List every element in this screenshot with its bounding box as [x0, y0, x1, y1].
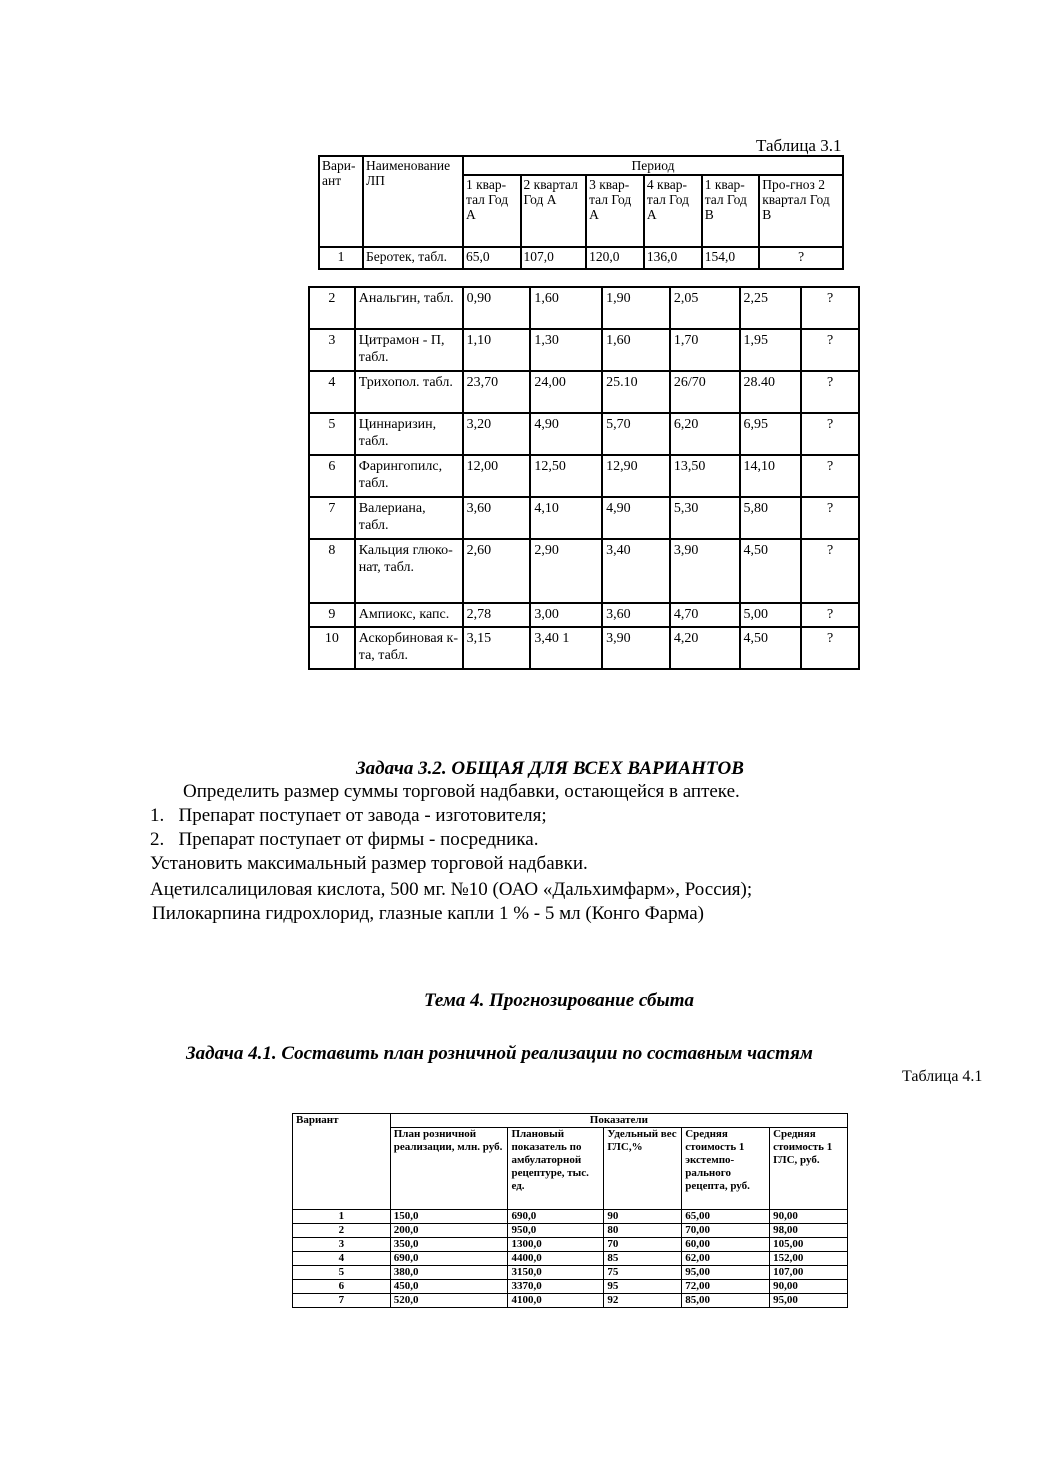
header-col-3: 3 квар-тал Год А	[586, 175, 644, 247]
table-row: 4 Трихопол. табл. 23,70 24,00 25.10 26/70 28.40 ?	[309, 371, 859, 413]
table-row: 6 450,0 3370,0 95 72,00 90,00	[293, 1280, 848, 1294]
task-3-2-title: Задача 3.2. ОБЩАЯ ДЛЯ ВСЕХ ВАРИАНТОВ	[356, 758, 744, 779]
header-col-2: 2 квартал Год А	[521, 175, 587, 247]
header-col-4: 4 квар-тал Год А	[644, 175, 702, 247]
header-variant: Вариант	[293, 1114, 391, 1210]
table-4-1	[292, 1113, 848, 1308]
header-col-4: Средняя стоимость 1 экстемпо-рального рецепта, руб.	[682, 1128, 770, 1210]
table-4-1-caption: Таблица 4.1	[902, 1068, 983, 1085]
table-row: 9 Ампиокс, капс. 2,78 3,00 3,60 4,70 5,00 ?	[309, 603, 859, 627]
table-row: 8 Кальция глюко-нат, табл. 2,60 2,90 3,40 3,90 4,50 ?	[309, 539, 859, 603]
header-col-3: Удельный вес ГЛС,%	[604, 1128, 682, 1210]
header-col-5: 1 квар-тал Год В	[702, 175, 760, 247]
task-4-1-title: Задача 4.1. Составить план розничной реализации по составным частям	[186, 1043, 813, 1064]
task-3-2-line-3: Установить максимальный размер торговой надбавки.	[150, 853, 588, 874]
table-row: 1 Беротек, табл. 65,0 107,0 120,0 136,0 154,0 ?	[319, 247, 843, 269]
table-row: 5 380,0 3150,0 75 95,00 107,00	[293, 1266, 848, 1280]
table-3-1-caption: Таблица 3.1	[756, 136, 842, 155]
table-row: 3 Цитрамон - П, табл. 1,10 1,30 1,60 1,70 1,95 ?	[309, 329, 859, 371]
header-period: Период	[463, 156, 843, 175]
table-3-1-body	[308, 286, 860, 670]
header-col-1: План розничной реализации, млн. руб.	[390, 1128, 508, 1210]
table-row: 2 200,0 950,0 80 70,00 98,00	[293, 1224, 848, 1238]
table-row: 5 Циннаризин, табл. 3,20 4,90 5,70 6,20 6,95 ?	[309, 413, 859, 455]
table-row: 1 150,0 690,0 90 65,00 90,00	[293, 1210, 848, 1224]
table-row: 2 Анальгин, табл. 0,90 1,60 1,90 2,05 2,25 ?	[309, 287, 859, 329]
header-col-5: Средняя стоимость 1 ГЛС, руб.	[770, 1128, 848, 1210]
table-row: 6 Фарингопилс, табл. 12,00 12,50 12,90 13,50 14,10 ?	[309, 455, 859, 497]
header-variant: Вари-ант	[319, 156, 363, 247]
task-3-2-item-2: 2. Препарат поступает от фирмы - посредника.	[150, 829, 539, 850]
header-col-1: 1 квар-тал Год А	[463, 175, 521, 247]
header-col-2: Плановый показатель по амбулаторной рецептуре, тыс. ед.	[508, 1128, 604, 1210]
header-indicators: Показатели	[390, 1114, 847, 1128]
task-3-2-item-1: 1. Препарат поступает от завода - изготовителя;	[150, 805, 547, 826]
table-row: 10 Аскорбиновая к-та, табл. 3,15 3,40 1 3,90 4,20 4,50 ?	[309, 627, 859, 669]
table-row: 7 Валериана, табл. 3,60 4,10 4,90 5,30 5,80 ?	[309, 497, 859, 539]
task-3-2-line-4: Ацетилсалициловая кислота, 500 мг. №10 (ОАО «Дальхимфарм», Россия);	[150, 879, 753, 900]
table-row: 3 350,0 1300,0 70 60,00 105,00	[293, 1238, 848, 1252]
header-name: Наименование ЛП	[363, 156, 463, 247]
task-3-2-intro: Определить размер суммы торговой надбавки, остающейся в аптеке.	[183, 781, 740, 802]
table-row: 4 690,0 4400,0 85 62,00 152,00	[293, 1252, 848, 1266]
task-3-2-line-5: Пилокарпина гидрохлорид, глазные капли 1 % - 5 мл (Конго Фарма)	[152, 903, 704, 924]
theme-4-title: Тема 4. Прогнозирование сбыта	[424, 990, 694, 1011]
header-col-6: Про-гноз 2 квартал Год В	[759, 175, 843, 247]
table-row: 7 520,0 4100,0 92 85,00 95,00	[293, 1294, 848, 1308]
table-3-1-header	[318, 155, 844, 270]
